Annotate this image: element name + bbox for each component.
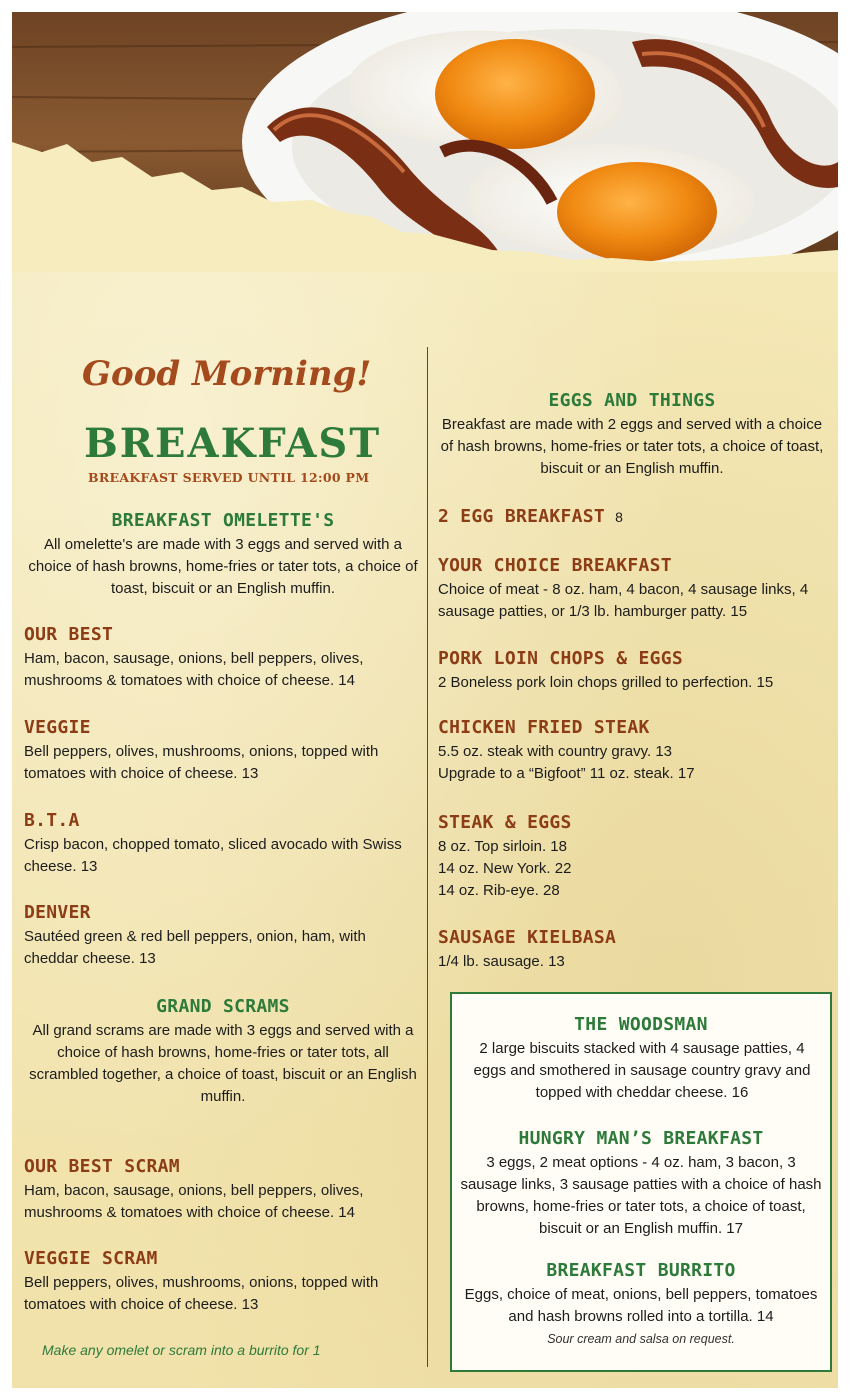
item-description: 2 Boneless pork loin chops grilled to perfection. 15 <box>438 674 774 691</box>
bacon-and-eggs-photo <box>12 12 838 272</box>
woodsman-description: 2 large biscuits stacked with 4 sausage patties, 4 eggs and smothered in sausage country gravy and topped with cheddar cheese. 16 <box>473 1040 811 1101</box>
scrams-heading: GRAND SCRAMS <box>156 996 290 1017</box>
item-name: B.T.A <box>24 810 80 831</box>
burrito-note: Make any omelet or scram into a burrito for 1 <box>42 1342 321 1358</box>
item-description: Bell peppers, olives, mushrooms, onions, topped with tomatoes with choice of cheese. 13 <box>24 743 379 782</box>
greeting-heading: Good Morning! <box>82 354 372 394</box>
item-name: DENVER <box>24 902 91 923</box>
item-name-text: 2 EGG BREAKFAST <box>438 506 606 527</box>
item-description-line: 8 oz. Top sirloin. 18 <box>438 838 567 855</box>
item-name: OUR BEST SCRAM <box>24 1156 180 1177</box>
item-description: Ham, bacon, sausage, onions, bell peppers, olives, mushrooms & tomatoes with choice of cheese. 14 <box>24 1182 364 1221</box>
item-description: Sautéed green & red bell peppers, onion, ham, with cheddar cheese. 13 <box>24 928 366 967</box>
item-description-line: Upgrade to a “Bigfoot” 11 oz. steak. 17 <box>438 765 695 782</box>
omelettes-description: All omelette's are made with 3 eggs and served with a choice of hash browns, home-fries or tater tots, a choice of toast, biscuit or an English muffin. <box>28 536 418 597</box>
menu-page <box>12 12 838 1388</box>
item-name: VEGGIE <box>24 717 91 738</box>
item-description-line: 14 oz. New York. 22 <box>438 860 572 877</box>
eggs-description: Breakfast are made with 2 eggs and served with a choice of hash browns, home-fries or tater tots, a choice of toast, biscuit or an English muffin. <box>440 416 824 477</box>
item-description: 1/4 lb. sausage. 13 <box>438 953 565 970</box>
item-name <box>438 506 623 527</box>
omelettes-heading: BREAKFAST OMELETTE'S <box>111 510 335 531</box>
item-name: SAUSAGE KIELBASA <box>438 927 617 948</box>
scrams-description: All grand scrams are made with 3 eggs and served with a choice of hash browns, home-fries or tater tots, all scrambled together, a choice of toast, biscuit or an English muffin. <box>29 1022 417 1105</box>
item-description: Bell peppers, olives, mushrooms, onions, topped with tomatoes with choice of cheese. 13 <box>24 1274 379 1313</box>
item-name: YOUR CHOICE BREAKFAST <box>438 555 672 576</box>
item-description: Crisp bacon, chopped tomato, sliced avocado with Swiss cheese. 13 <box>24 836 402 875</box>
item-description: Choice of meat - 8 oz. ham, 4 bacon, 4 sausage links, 4 sausage patties, or 1/3 lb. hamburger patty. 15 <box>438 581 809 620</box>
item-description: Ham, bacon, sausage, onions, bell peppers, olives, mushrooms & tomatoes with choice of cheese. 14 <box>24 650 364 689</box>
hungry-man-description: 3 eggs, 2 meat options - 4 oz. ham, 3 bacon, 3 sausage links, 3 sausage patties with a choice of hash browns, home-fries or tater tots, a choice of toast, biscuit or an English muffin. 17 <box>460 1154 822 1237</box>
item-price: 8 <box>615 509 623 525</box>
item-name: STEAK & EGGS <box>438 812 572 833</box>
burrito-heading: BREAKFAST BURRITO <box>546 1260 736 1281</box>
eggs-heading: EGGS AND THINGS <box>548 390 716 411</box>
page-subtitle: BREAKFAST SERVED UNTIL 12:00 PM <box>88 470 370 485</box>
item-name: PORK LOIN CHOPS & EGGS <box>438 648 684 669</box>
item-name: VEGGIE SCRAM <box>24 1248 158 1269</box>
hungry-man-heading: HUNGRY MAN’S BREAKFAST <box>518 1128 764 1149</box>
page-title: BREAKFAST <box>84 420 382 467</box>
item-description-line: 5.5 oz. steak with country gravy. 13 <box>438 743 673 760</box>
item-name: CHICKEN FRIED STEAK <box>438 717 650 738</box>
item-name: OUR BEST <box>24 624 114 645</box>
specials-box <box>450 992 832 1372</box>
item-description-line: 14 oz. Rib-eye. 28 <box>438 882 560 899</box>
burrito-description: Eggs, choice of meat, onions, bell peppers, tomatoes and hash browns rolled into a tortilla. 14 <box>464 1286 818 1325</box>
burrito-note: Sour cream and salsa on request. <box>547 1332 735 1346</box>
woodsman-heading: THE WOODSMAN <box>574 1014 708 1035</box>
column-divider <box>427 347 428 1367</box>
